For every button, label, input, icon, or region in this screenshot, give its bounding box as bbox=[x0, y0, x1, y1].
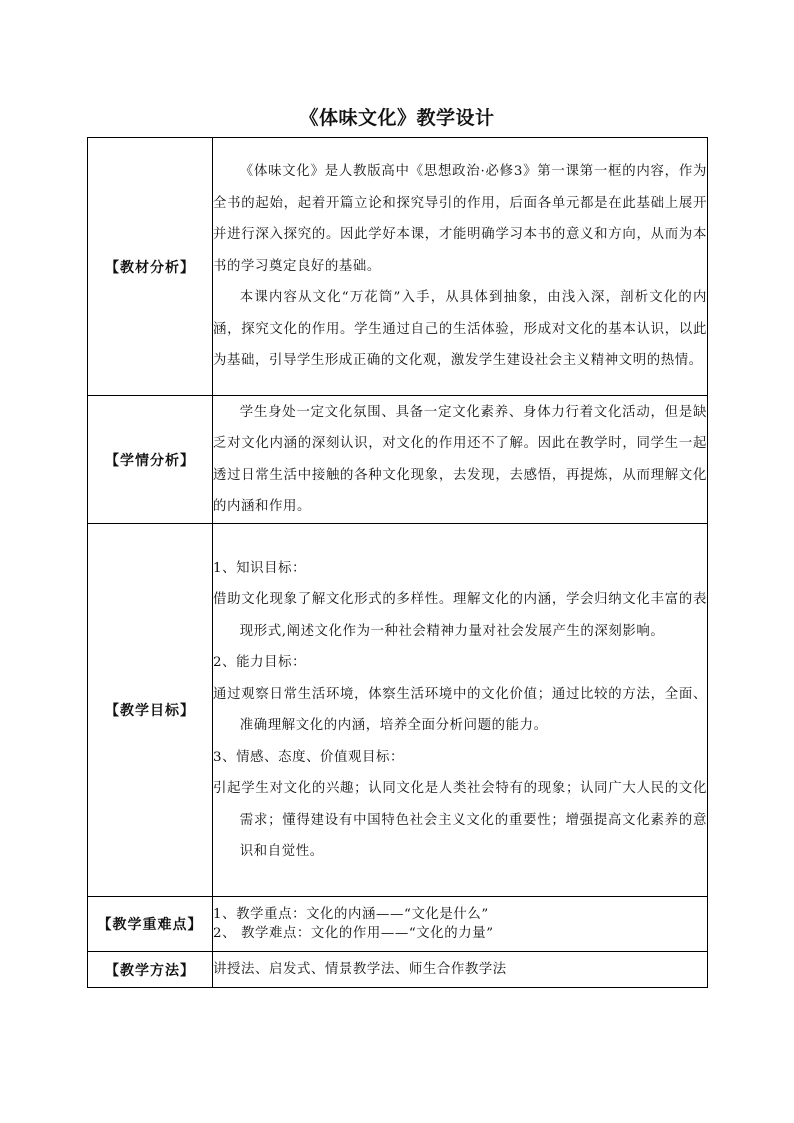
methods-text: 讲授法、启发式、情景教学法、师生合作教学法 bbox=[213, 962, 507, 977]
label-student-analysis: 【学情分析】 bbox=[88, 396, 213, 524]
goal-attitude-body: 引起学生对文化的兴趣；认同文化是人类社会特有的现象；认同广大人民的文化需求；懂得建设有中国特色社会主义文化的重要性；增强提高文化素养的意识和自觉性。 bbox=[213, 781, 707, 859]
goal-ability-heading: 2、能力目标： bbox=[213, 655, 307, 670]
row-student-analysis bbox=[88, 396, 708, 524]
goal-ability-body: 通过观察日常生活环境，体察生活环境中的文化价值；通过比较的方法，全面、准确理解文化的内涵，培养全面分析问题的能力。 bbox=[213, 686, 707, 733]
page-title: 《体味文化》教学设计 bbox=[299, 107, 495, 129]
key-point-line-1: 1、教学重点：文化的内涵——“文化是什么” bbox=[213, 907, 489, 922]
label-methods: 【教学方法】 bbox=[88, 952, 213, 988]
content-textbook-analysis bbox=[213, 138, 708, 396]
content-methods bbox=[213, 952, 708, 988]
content-student-analysis bbox=[213, 396, 708, 524]
goal-knowledge-body: 借助文化现象了解文化形式的多样性。理解文化的内涵，学会归纳文化丰富的表现形式,阐述文化作为一种社会精神力量对社会发展产生的深刻影响。 bbox=[213, 592, 707, 639]
row-key-points bbox=[88, 897, 708, 952]
label-teaching-goals: 【教学目标】 bbox=[88, 524, 213, 897]
row-textbook-analysis bbox=[88, 138, 708, 396]
label-key-points: 【教学重难点】 bbox=[88, 897, 213, 952]
lesson-plan-table bbox=[87, 137, 708, 988]
student-analysis-paragraph: 学生身处一定文化氛围、具备一定文化素养、身体力行着文化活动，但是缺乏对文化内涵的深刻认识，对文化的作用还不了解。因此在教学时，同学生一起透过日常生活中接触的各种文化现象，去发现，去感悟，再提炼，从而理解文化的内涵和作用。 bbox=[213, 404, 707, 514]
key-point-line-2: 2、 教学难点：文化的作用——“文化的力量” bbox=[213, 926, 494, 941]
content-key-points bbox=[213, 897, 708, 952]
content-teaching-goals bbox=[213, 524, 708, 897]
label-textbook-analysis: 【教材分析】 bbox=[88, 138, 213, 396]
row-teaching-goals bbox=[88, 524, 708, 897]
goal-knowledge-heading: 1、知识目标： bbox=[213, 560, 307, 576]
textbook-analysis-paragraph-1: 《体味文化》是人教版高中《思想政治·必修3》第一课第一框的内容，作为全书的起始，起着开篇立论和探究导引的作用，后面各单元都是在此基础上展开并进行深入探究的。因此学好本课，才能明确学习本书的意义和方向，从而为本书的学习奠定良好的基础。 bbox=[213, 164, 707, 274]
row-methods bbox=[88, 952, 708, 988]
textbook-analysis-paragraph-2: 本课内容从文化“万花筒”入手，从具体到抽象，由浅入深，剖析文化的内涵，探究文化的作用。学生通过自己的生活体验，形成对文化的基本认识，以此为基础，引导学生形成正确的文化观，激发学生建设社会主义精神文明的热情。 bbox=[213, 290, 707, 369]
goal-attitude-heading: 3、情感、态度、价值观目标： bbox=[213, 749, 404, 765]
